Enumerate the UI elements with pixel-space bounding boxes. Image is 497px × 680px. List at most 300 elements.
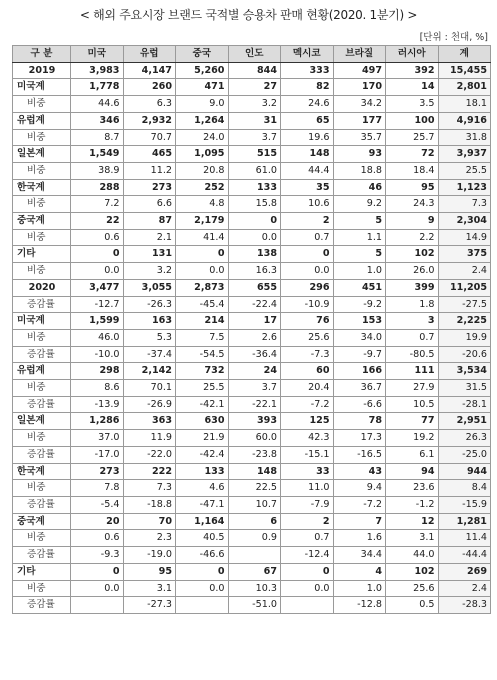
table-cell: 131 xyxy=(123,246,176,263)
table-cell: 273 xyxy=(71,463,124,480)
header-category: 구 분 xyxy=(13,46,71,63)
table-cell: 0.0 xyxy=(281,580,334,597)
row-label: 일본계 xyxy=(13,413,71,430)
header-usa: 미국 xyxy=(71,46,124,63)
table-cell xyxy=(71,597,124,614)
table-cell: 5 xyxy=(333,246,386,263)
table-cell: 1.1 xyxy=(333,229,386,246)
table-cell: 8.4 xyxy=(438,480,491,497)
table-cell: 2,142 xyxy=(123,363,176,380)
table-cell: 41.4 xyxy=(176,229,229,246)
table-cell: 392 xyxy=(386,62,439,79)
table-row xyxy=(13,213,491,230)
table-cell: 7.8 xyxy=(71,480,124,497)
table-row xyxy=(13,413,491,430)
table-cell: 214 xyxy=(176,313,229,330)
table-cell: 76 xyxy=(281,313,334,330)
table-cell: 3.2 xyxy=(123,263,176,280)
table-cell: 36.7 xyxy=(333,380,386,397)
table-cell: 21.9 xyxy=(176,430,229,447)
table-cell: -5.4 xyxy=(71,496,124,513)
table-cell: 3,937 xyxy=(438,146,491,163)
table-cell: 46.0 xyxy=(71,329,124,346)
table-cell: 333 xyxy=(281,62,334,79)
table-cell: 35 xyxy=(281,179,334,196)
table-cell: 170 xyxy=(333,79,386,96)
table-cell: 3.5 xyxy=(386,96,439,113)
table-cell: 111 xyxy=(386,363,439,380)
table-cell: 43 xyxy=(333,463,386,480)
table-cell: 94 xyxy=(386,463,439,480)
table-cell: 61.0 xyxy=(228,162,281,179)
table-cell: -10.9 xyxy=(281,296,334,313)
row-label: 비중 xyxy=(13,162,71,179)
table-cell: 9.0 xyxy=(176,96,229,113)
row-label: 유럽계 xyxy=(13,363,71,380)
table-cell: 17 xyxy=(228,313,281,330)
table-cell: 38.9 xyxy=(71,162,124,179)
table-cell: 0.5 xyxy=(386,597,439,614)
table-cell: 19.2 xyxy=(386,430,439,447)
table-cell: 125 xyxy=(281,413,334,430)
table-cell: -46.6 xyxy=(176,547,229,564)
table-cell: 46 xyxy=(333,179,386,196)
table-cell: -9.7 xyxy=(333,346,386,363)
table-cell: -18.8 xyxy=(123,496,176,513)
table-cell: 11.4 xyxy=(438,530,491,547)
row-label: 2019 xyxy=(13,62,71,79)
table-cell: 44.0 xyxy=(386,547,439,564)
table-cell: 27 xyxy=(228,79,281,96)
table-cell: 25.7 xyxy=(386,129,439,146)
table-cell: 19.6 xyxy=(281,129,334,146)
table-cell: 9.4 xyxy=(333,480,386,497)
table-cell: 0.7 xyxy=(386,329,439,346)
table-cell: 3 xyxy=(386,313,439,330)
table-cell: 2,304 xyxy=(438,213,491,230)
header-mexico: 멕시코 xyxy=(281,46,334,63)
table-cell: 4.8 xyxy=(176,196,229,213)
table-cell: 2.4 xyxy=(438,263,491,280)
table-cell: 102 xyxy=(386,563,439,580)
table-cell: 3,055 xyxy=(123,279,176,296)
table-cell: 2,179 xyxy=(176,213,229,230)
table-cell: 1,281 xyxy=(438,513,491,530)
table-cell: -7.2 xyxy=(333,496,386,513)
table-cell: 25.5 xyxy=(438,162,491,179)
table-cell: 7 xyxy=(333,513,386,530)
table-cell: 3.7 xyxy=(228,380,281,397)
table-cell: 33 xyxy=(281,463,334,480)
table-cell: 20.8 xyxy=(176,162,229,179)
table-cell: 2,225 xyxy=(438,313,491,330)
table-cell: 0 xyxy=(71,246,124,263)
table-cell: -6.6 xyxy=(333,396,386,413)
header-russia: 러시아 xyxy=(386,46,439,63)
row-label: 2020 xyxy=(13,279,71,296)
table-cell: 67 xyxy=(228,563,281,580)
table-cell: 26.0 xyxy=(386,263,439,280)
header-row xyxy=(13,46,491,63)
table-cell: 5 xyxy=(333,213,386,230)
table-cell: 2.4 xyxy=(438,580,491,597)
table-cell: 732 xyxy=(176,363,229,380)
table-row xyxy=(13,279,491,296)
table-cell: 15.8 xyxy=(228,196,281,213)
table-cell: 1,286 xyxy=(71,413,124,430)
table-cell: -17.0 xyxy=(71,446,124,463)
table-row xyxy=(13,179,491,196)
row-label: 비중 xyxy=(13,129,71,146)
table-cell: 24 xyxy=(228,363,281,380)
table-cell: -15.1 xyxy=(281,446,334,463)
table-cell: 6 xyxy=(228,513,281,530)
table-cell: 10.5 xyxy=(386,396,439,413)
table-cell: 14 xyxy=(386,79,439,96)
table-cell: 2,951 xyxy=(438,413,491,430)
table-row xyxy=(13,363,491,380)
table-cell: -12.8 xyxy=(333,597,386,614)
row-label: 미국계 xyxy=(13,313,71,330)
row-label: 증감률 xyxy=(13,296,71,313)
table-row xyxy=(13,162,491,179)
table-cell: 269 xyxy=(438,563,491,580)
header-india: 인도 xyxy=(228,46,281,63)
table-row xyxy=(13,96,491,113)
table-cell: 222 xyxy=(123,463,176,480)
table-cell: 2.6 xyxy=(228,329,281,346)
table-cell: 166 xyxy=(333,363,386,380)
table-cell: 6.1 xyxy=(386,446,439,463)
table-row xyxy=(13,463,491,480)
table-cell: 375 xyxy=(438,246,491,263)
table-cell: 148 xyxy=(281,146,334,163)
table-cell: -26.9 xyxy=(123,396,176,413)
table-row xyxy=(13,530,491,547)
row-label: 미국계 xyxy=(13,79,71,96)
table-cell: 471 xyxy=(176,79,229,96)
table-cell: 70.7 xyxy=(123,129,176,146)
table-row xyxy=(13,246,491,263)
row-label: 비중 xyxy=(13,263,71,280)
table-cell: 393 xyxy=(228,413,281,430)
table-row xyxy=(13,196,491,213)
table-row xyxy=(13,112,491,129)
table-cell: 1,599 xyxy=(71,313,124,330)
table-cell: 15,455 xyxy=(438,62,491,79)
table-row xyxy=(13,563,491,580)
table-cell: 0.7 xyxy=(281,229,334,246)
table-cell: -42.4 xyxy=(176,446,229,463)
table-cell: 19.9 xyxy=(438,329,491,346)
table-cell: 25.6 xyxy=(386,580,439,597)
table-cell: 288 xyxy=(71,179,124,196)
row-label: 비중 xyxy=(13,329,71,346)
table-cell: 0.0 xyxy=(71,580,124,597)
table-cell: 3.1 xyxy=(123,580,176,597)
table-cell: 0 xyxy=(281,563,334,580)
table-cell: -23.8 xyxy=(228,446,281,463)
table-row xyxy=(13,146,491,163)
row-label: 중국계 xyxy=(13,513,71,530)
table-cell: -22.0 xyxy=(123,446,176,463)
table-cell: -54.5 xyxy=(176,346,229,363)
table-cell: 9.2 xyxy=(333,196,386,213)
row-label: 증감률 xyxy=(13,547,71,564)
table-cell: 0.9 xyxy=(228,530,281,547)
table-cell: 0.0 xyxy=(71,263,124,280)
table-row xyxy=(13,597,491,614)
row-label: 증감률 xyxy=(13,346,71,363)
table-cell: 2.1 xyxy=(123,229,176,246)
table-cell: 26.3 xyxy=(438,430,491,447)
row-label: 비중 xyxy=(13,480,71,497)
table-cell: 451 xyxy=(333,279,386,296)
table-cell: -26.3 xyxy=(123,296,176,313)
table-cell: 20 xyxy=(71,513,124,530)
table-row xyxy=(13,547,491,564)
table-cell: 0.0 xyxy=(228,229,281,246)
row-label: 기타 xyxy=(13,563,71,580)
table-cell: 40.5 xyxy=(176,530,229,547)
table-cell: -42.1 xyxy=(176,396,229,413)
table-cell: 22.5 xyxy=(228,480,281,497)
table-cell: 0.7 xyxy=(281,530,334,547)
table-cell: 93 xyxy=(333,146,386,163)
table-cell: 2.3 xyxy=(123,530,176,547)
table-cell: -20.6 xyxy=(438,346,491,363)
table-cell: 0.6 xyxy=(71,530,124,547)
table-cell: 153 xyxy=(333,313,386,330)
table-cell: 1,095 xyxy=(176,146,229,163)
table-cell: -15.9 xyxy=(438,496,491,513)
table-cell: 35.7 xyxy=(333,129,386,146)
row-label: 유럽계 xyxy=(13,112,71,129)
table-cell: 10.6 xyxy=(281,196,334,213)
table-cell: 44.4 xyxy=(281,162,334,179)
row-label: 비중 xyxy=(13,380,71,397)
table-row xyxy=(13,430,491,447)
table-cell: 1.8 xyxy=(386,296,439,313)
table-row xyxy=(13,329,491,346)
table-row xyxy=(13,313,491,330)
row-label: 한국계 xyxy=(13,179,71,196)
table-cell: 298 xyxy=(71,363,124,380)
table-cell: 138 xyxy=(228,246,281,263)
table-cell: -27.3 xyxy=(123,597,176,614)
header-china: 중국 xyxy=(176,46,229,63)
table-cell: 1.0 xyxy=(333,263,386,280)
table-cell: 5.3 xyxy=(123,329,176,346)
table-cell: 42.3 xyxy=(281,430,334,447)
table-cell: -19.0 xyxy=(123,547,176,564)
table-cell: 2.2 xyxy=(386,229,439,246)
table-cell: 5,260 xyxy=(176,62,229,79)
table-cell: -22.4 xyxy=(228,296,281,313)
sales-table xyxy=(12,45,491,614)
table-cell: 2 xyxy=(281,513,334,530)
table-cell: 18.4 xyxy=(386,162,439,179)
table-body xyxy=(13,62,491,613)
table-cell: 31.5 xyxy=(438,380,491,397)
table-row xyxy=(13,79,491,96)
table-cell: 14.9 xyxy=(438,229,491,246)
table-cell: 8.6 xyxy=(71,380,124,397)
table-cell: -9.3 xyxy=(71,547,124,564)
table-cell: 1,778 xyxy=(71,79,124,96)
table-cell: 3,477 xyxy=(71,279,124,296)
table-row xyxy=(13,346,491,363)
table-cell: 11,205 xyxy=(438,279,491,296)
table-cell: 3.7 xyxy=(228,129,281,146)
table-cell: -51.0 xyxy=(228,597,281,614)
table-cell: -10.0 xyxy=(71,346,124,363)
table-cell: 1.0 xyxy=(333,580,386,597)
table-cell: 2,932 xyxy=(123,112,176,129)
table-cell: -28.1 xyxy=(438,396,491,413)
table-cell: 273 xyxy=(123,179,176,196)
table-cell: 2,873 xyxy=(176,279,229,296)
table-cell xyxy=(281,597,334,614)
table-cell: 34.0 xyxy=(333,329,386,346)
table-cell: 60 xyxy=(281,363,334,380)
table-cell: 31 xyxy=(228,112,281,129)
row-label: 비중 xyxy=(13,530,71,547)
table-row xyxy=(13,129,491,146)
table-cell: 12 xyxy=(386,513,439,530)
table-cell: -37.4 xyxy=(123,346,176,363)
table-cell: 0.0 xyxy=(281,263,334,280)
table-cell: -1.2 xyxy=(386,496,439,513)
table-cell: 3,534 xyxy=(438,363,491,380)
table-cell: 515 xyxy=(228,146,281,163)
table-cell: 363 xyxy=(123,413,176,430)
table-cell: 346 xyxy=(71,112,124,129)
table-cell: 0 xyxy=(176,563,229,580)
table-cell: 34.4 xyxy=(333,547,386,564)
table-cell: 22 xyxy=(71,213,124,230)
table-cell: 497 xyxy=(333,62,386,79)
table-cell: 0.0 xyxy=(176,263,229,280)
table-cell: 23.6 xyxy=(386,480,439,497)
table-cell: 630 xyxy=(176,413,229,430)
page-title: < 해외 주요시장 브랜드 국적별 승용차 판매 현황(2020. 1분기) > xyxy=(79,8,418,22)
table-cell: 17.3 xyxy=(333,430,386,447)
table-cell: 34.2 xyxy=(333,96,386,113)
table-cell: 296 xyxy=(281,279,334,296)
table-cell: 1.6 xyxy=(333,530,386,547)
table-cell: 0 xyxy=(176,246,229,263)
table-cell: 1,264 xyxy=(176,112,229,129)
table-row xyxy=(13,296,491,313)
table-cell: -13.9 xyxy=(71,396,124,413)
table-cell: 102 xyxy=(386,246,439,263)
table-cell: 18.1 xyxy=(438,96,491,113)
table-cell: -22.1 xyxy=(228,396,281,413)
table-cell: -12.7 xyxy=(71,296,124,313)
table-cell: 133 xyxy=(228,179,281,196)
table-cell: 78 xyxy=(333,413,386,430)
row-label: 증감률 xyxy=(13,597,71,614)
table-cell: 7.2 xyxy=(71,196,124,213)
row-label: 증감률 xyxy=(13,446,71,463)
table-cell: 3.2 xyxy=(228,96,281,113)
table-cell: 0 xyxy=(281,246,334,263)
row-label: 증감률 xyxy=(13,396,71,413)
header-brazil: 브라질 xyxy=(333,46,386,63)
table-cell: -28.3 xyxy=(438,597,491,614)
table-cell: 87 xyxy=(123,213,176,230)
row-label: 비중 xyxy=(13,96,71,113)
table-cell: 944 xyxy=(438,463,491,480)
table-cell: 1,549 xyxy=(71,146,124,163)
table-cell: 72 xyxy=(386,146,439,163)
table-cell: 6.6 xyxy=(123,196,176,213)
table-cell: 100 xyxy=(386,112,439,129)
table-row xyxy=(13,496,491,513)
table-cell: 70 xyxy=(123,513,176,530)
table-row xyxy=(13,263,491,280)
table-cell: 4,147 xyxy=(123,62,176,79)
row-label: 한국계 xyxy=(13,463,71,480)
table-cell: 7.3 xyxy=(123,480,176,497)
table-cell: 37.0 xyxy=(71,430,124,447)
table-cell: 2,801 xyxy=(438,79,491,96)
table-cell: 177 xyxy=(333,112,386,129)
table-cell: 399 xyxy=(386,279,439,296)
table-row xyxy=(13,62,491,79)
table-cell: 163 xyxy=(123,313,176,330)
table-cell: -9.2 xyxy=(333,296,386,313)
table-cell: -47.1 xyxy=(176,496,229,513)
table-cell: -12.4 xyxy=(281,547,334,564)
unit-note: [단위 : 천대, %] xyxy=(419,32,488,43)
table-cell: 3,983 xyxy=(71,62,124,79)
table-row xyxy=(13,396,491,413)
table-cell: -7.9 xyxy=(281,496,334,513)
table-cell: 25.6 xyxy=(281,329,334,346)
table-cell: 7.5 xyxy=(176,329,229,346)
table-row xyxy=(13,229,491,246)
row-label: 일본계 xyxy=(13,146,71,163)
table-cell: 0 xyxy=(71,563,124,580)
table-cell: 133 xyxy=(176,463,229,480)
table-cell: 24.6 xyxy=(281,96,334,113)
table-cell: 252 xyxy=(176,179,229,196)
table-cell: -80.5 xyxy=(386,346,439,363)
table-cell: 18.8 xyxy=(333,162,386,179)
table-cell: -7.3 xyxy=(281,346,334,363)
table-cell: 0 xyxy=(228,213,281,230)
row-label: 기타 xyxy=(13,246,71,263)
table-cell: 16.3 xyxy=(228,263,281,280)
table-cell: 4,916 xyxy=(438,112,491,129)
table-cell: 465 xyxy=(123,146,176,163)
table-row xyxy=(13,513,491,530)
table-cell: -27.5 xyxy=(438,296,491,313)
table-row xyxy=(13,446,491,463)
table-cell: -7.2 xyxy=(281,396,334,413)
table-cell: 95 xyxy=(386,179,439,196)
table-cell: 148 xyxy=(228,463,281,480)
table-cell: 20.4 xyxy=(281,380,334,397)
table-cell: 2 xyxy=(281,213,334,230)
table-cell: 4 xyxy=(333,563,386,580)
table-cell: 65 xyxy=(281,112,334,129)
table-cell: 60.0 xyxy=(228,430,281,447)
table-cell xyxy=(228,547,281,564)
table-row xyxy=(13,580,491,597)
